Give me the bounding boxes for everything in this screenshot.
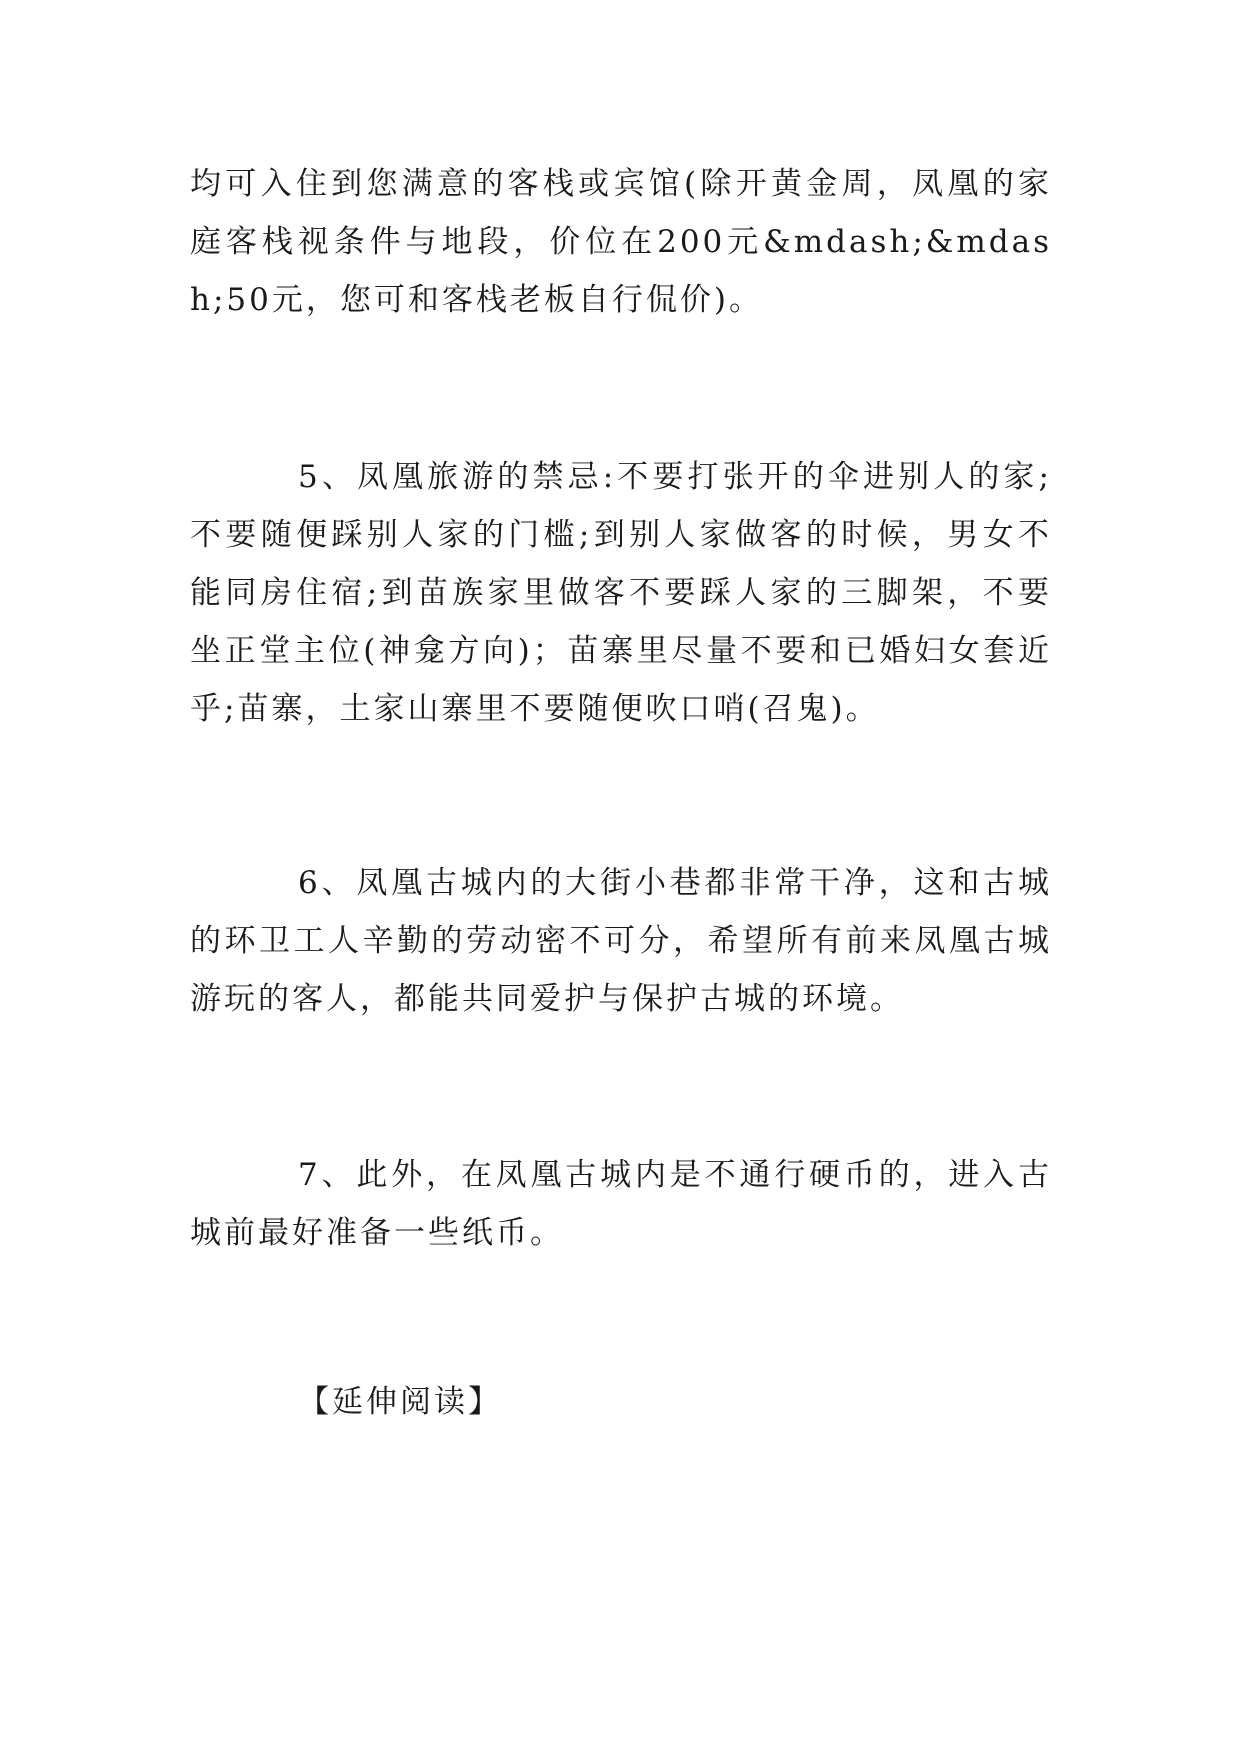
- paragraph-taboos: 5、凤凰旅游的禁忌:不要打张开的伞进别人的家;不要随便踩别人家的门槛;到别人家做客的时候，男女不能同房住宿;到苗族家里做客不要踩人家的三脚架，不要坐正堂主位(神龛方向)；苗寨里尽量不要和已婚妇女套近乎;苗寨，土家山寨里不要随便吹口哨(召鬼)。: [190, 459, 1052, 727]
- paragraph-currency: 7、此外，在凤凰古城内是不通行硬币的，进入古城前最好准备一些纸币。: [190, 1157, 1052, 1251]
- extended-reading-heading: 【延伸阅读】: [298, 1384, 502, 1420]
- paragraph-cleanliness: 6、凤凰古城内的大街小巷都非常干净，这和古城的环卫工人辛勤的劳动密不可分，希望所有前来凤凰古城游玩的客人，都能共同爱护与保护古城的环境。: [190, 865, 1052, 1017]
- paragraph-accommodation: 均可入住到您满意的客栈或宾馆(除开黄金周，凤凰的家庭客栈视条件与地段，价位在200元&mdash;&mdash;50元，您可和客栈老板自行侃价)。: [190, 166, 1052, 318]
